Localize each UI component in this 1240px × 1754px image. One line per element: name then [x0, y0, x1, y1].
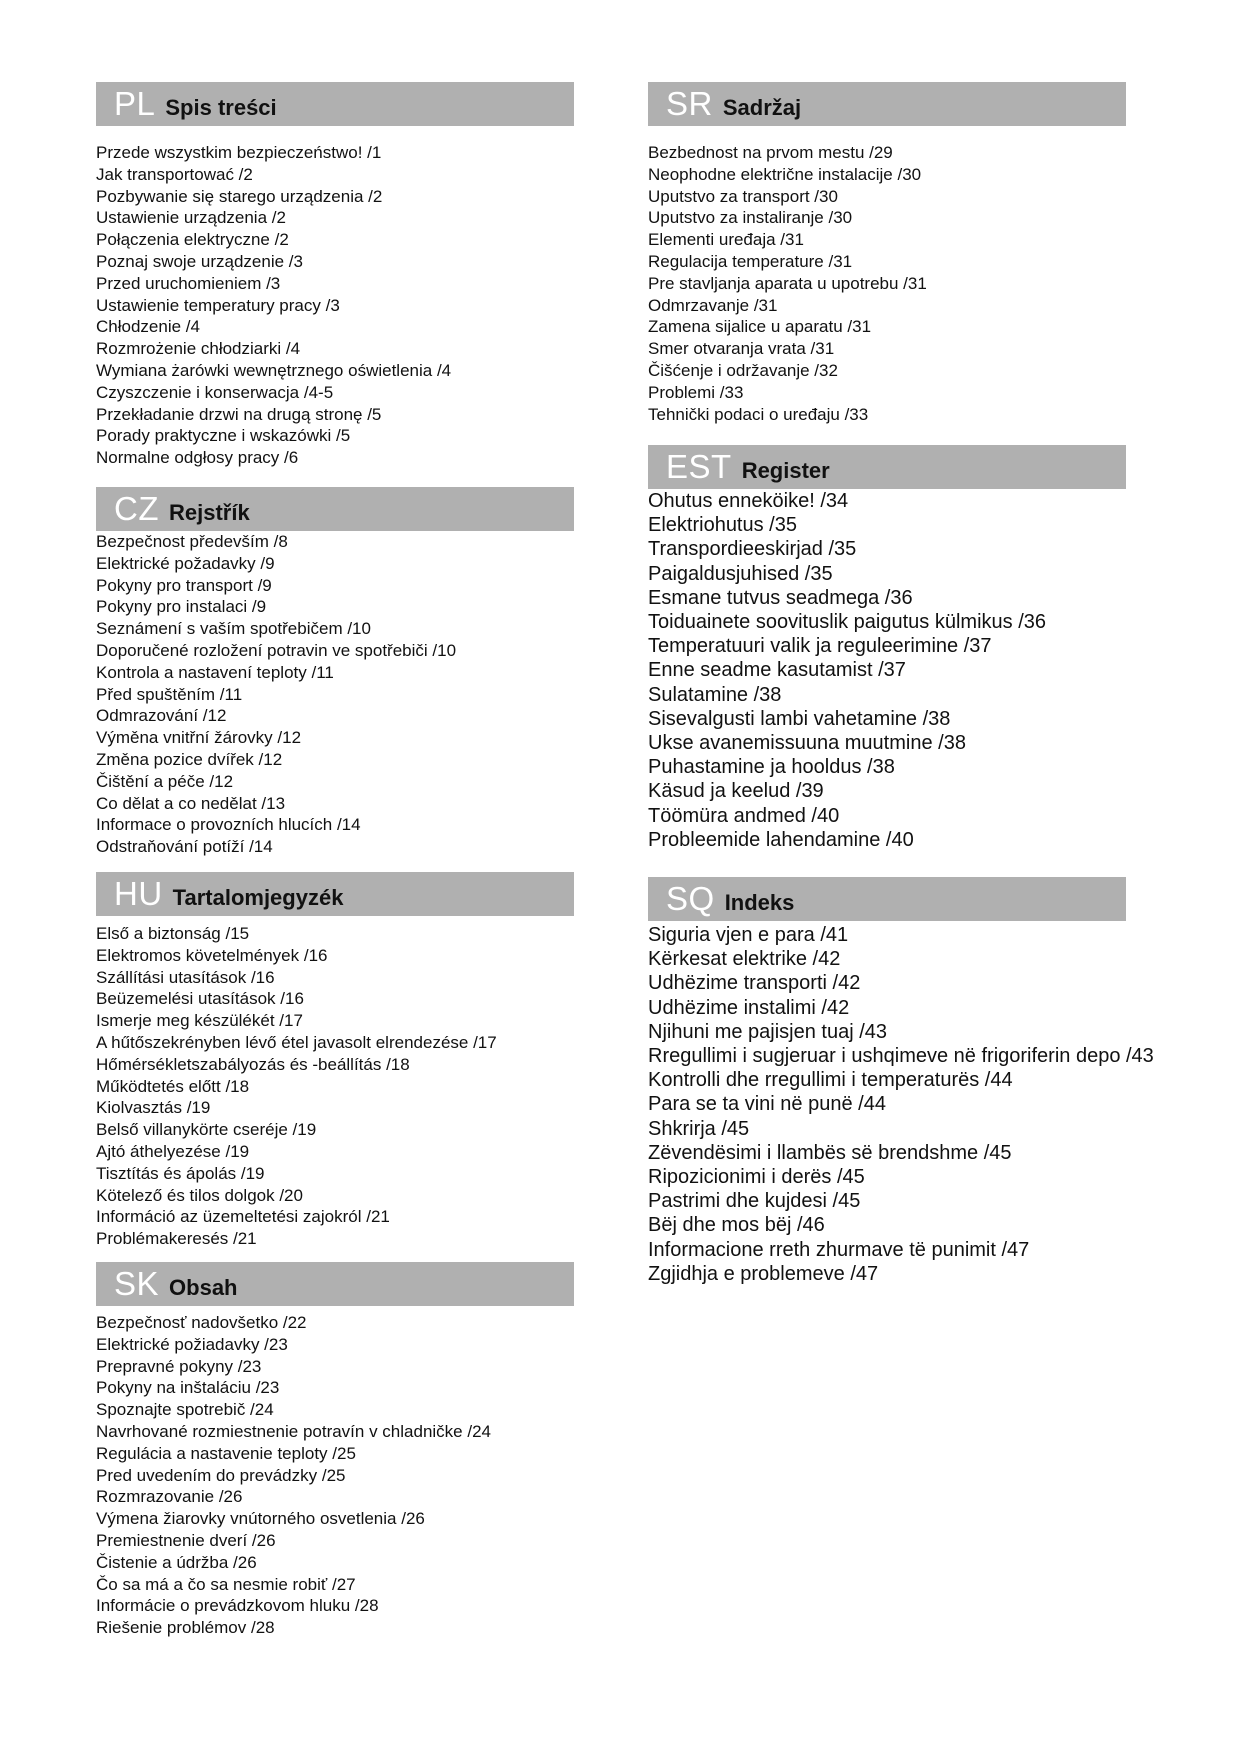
- toc-entry: Puhastamine ja hooldus /38: [648, 756, 895, 779]
- toc-entry: Odmrazování /12: [96, 706, 227, 726]
- language-code: PL: [114, 85, 156, 122]
- toc-entry: Informace o provozních hlucích /14: [96, 815, 361, 835]
- toc-entry: Čišćenje i održavanje /32: [648, 360, 838, 380]
- toc-entry: Kontrola a nastavení teploty /11: [96, 662, 334, 682]
- toc-entry: Regulácia a nastavenie teploty /25: [96, 1443, 356, 1463]
- toc-entry: Udhëzime transporti /42: [648, 972, 861, 995]
- toc-entry: Przed uruchomieniem /3: [96, 273, 281, 293]
- toc-entry: Jak transportować /2: [96, 164, 253, 184]
- toc-entry: Ohutus enneköike! /34: [648, 490, 849, 512]
- toc-entry: Para se ta vini në punë /44: [648, 1093, 886, 1116]
- section-title: Tartalomjegyzék: [172, 885, 344, 910]
- toc-list-sk: [96, 1312, 576, 1639]
- toc-entry: Működtetés előtt /18: [96, 1076, 250, 1096]
- toc-entry: Kiolvasztás /19: [96, 1098, 211, 1118]
- toc-entry: Wymiana żarówki wewnętrznego oświetlenia /4: [96, 360, 452, 380]
- toc-entry: Rregullimi i sugjeruar i ushqimeve në frigoriferin depo /43: [648, 1045, 1154, 1068]
- section-header-est: [648, 445, 1126, 489]
- toc-entry: Szállítási utasítások /16: [96, 967, 275, 987]
- toc-entry: Toiduainete soovituslik paigutus külmikus /36: [648, 611, 1046, 634]
- toc-list-pl: [96, 142, 576, 469]
- section-sq: [648, 877, 1208, 1286]
- toc-entry: Első a biztonság /15: [96, 924, 250, 943]
- section-title: Rejstřík: [169, 500, 250, 525]
- toc-entry: Čo sa má a čo sa nesmie robiť /27: [96, 1574, 356, 1594]
- toc-entry: Čištění a péče /12: [96, 771, 234, 791]
- toc-entry: Problémakeresés /21: [96, 1229, 257, 1249]
- toc-entry: Pozbywanie się starego urządzenia /2: [96, 186, 383, 206]
- toc-entry: Bezpečnosť nadovšetko /22: [96, 1313, 307, 1332]
- toc-entry: Pred uvedením do prevádzky /25: [96, 1465, 346, 1485]
- section-sr: [648, 82, 1208, 425]
- toc-entry: Ustawienie temperatury pracy /3: [96, 295, 340, 315]
- toc-entry: Pre stavljanja aparata u upotrebu /31: [648, 273, 927, 293]
- toc-entry: Odmrzavanje /31: [648, 295, 778, 315]
- section-title: Spis treści: [165, 95, 277, 120]
- toc-entry: Belső villanykörte cseréje /19: [96, 1120, 317, 1140]
- toc-entry: Kërkesat elektrike /42: [648, 948, 841, 971]
- toc-entry: Sisevalgusti lambi vahetamine /38: [648, 707, 951, 730]
- section-header-cz: [96, 487, 574, 531]
- toc-entry: Elektrické požadavky /9: [96, 553, 275, 573]
- toc-entry: Przede wszystkim bezpieczeństwo! /1: [96, 143, 382, 162]
- toc-list-sq: [648, 923, 1208, 1286]
- toc-entry: Probleemide lahendamine /40: [648, 828, 914, 851]
- toc-entry: Porady praktyczne i wskazówki /5: [96, 426, 351, 446]
- toc-entry: Bezbednost na prvom mestu /29: [648, 143, 893, 162]
- toc-list-hu: [96, 923, 576, 1250]
- section-header-sk: [96, 1262, 574, 1306]
- toc-entry: Hőmérsékletszabályozás és -beállítás /18: [96, 1054, 410, 1074]
- toc-entry: Beüzemelési utasítások /16: [96, 989, 304, 1009]
- section-sk: [96, 1262, 576, 1639]
- toc-entry: Normalne odgłosy pracy /6: [96, 448, 299, 468]
- toc-entry: Seznámení s vaším spotřebičem /10: [96, 619, 371, 639]
- toc-entry: Udhëzime instalimi /42: [648, 996, 850, 1019]
- toc-entry: Transpordieeskirjad /35: [648, 538, 857, 561]
- section-title: Obsah: [169, 1275, 238, 1300]
- toc-list-cz: [96, 531, 576, 858]
- language-code: SK: [114, 1265, 160, 1302]
- section-header-pl: [96, 82, 574, 126]
- toc-entry: Co dělat a co nedělat /13: [96, 793, 286, 813]
- toc-entry: Shkrirja /45: [648, 1117, 750, 1140]
- toc-entry: Poznaj swoje urządzenie /3: [96, 251, 303, 271]
- toc-entry: Enne seadme kasutamist /37: [648, 659, 906, 682]
- language-code: HU: [114, 875, 163, 912]
- toc-entry: Pokyny na inštaláciu /23: [96, 1378, 280, 1398]
- toc-entry: Uputstvo za transport /30: [648, 186, 838, 206]
- toc-entry: Käsud ja keelud /39: [648, 780, 824, 803]
- section-cz: [96, 487, 576, 858]
- toc-entry: Uputstvo za instaliranje /30: [648, 208, 853, 228]
- toc-entry: Zamena sijalice u aparatu /31: [648, 317, 872, 337]
- toc-entry: Spoznajte spotrebič /24: [96, 1400, 274, 1420]
- toc-entry: Sulatamine /38: [648, 683, 782, 706]
- section-hu: [96, 872, 576, 1250]
- language-code: SQ: [666, 880, 715, 917]
- toc-entry: Změna pozice dvířek /12: [96, 749, 283, 769]
- toc-entry: Paigaldusjuhised /35: [648, 562, 833, 585]
- toc-entry: Elementi uređaja /31: [648, 230, 804, 250]
- toc-entry: Navrhované rozmiestnenie potravín v chladničke /24: [96, 1421, 491, 1441]
- toc-entry: Rozmrożenie chłodziarki /4: [96, 339, 301, 359]
- toc-entry: Ustawienie urządzenia /2: [96, 208, 286, 228]
- toc-entry: Elektriohutus /35: [648, 514, 797, 537]
- toc-list-sr: [648, 142, 1208, 425]
- toc-entry: A hűtőszekrényben lévő étel javasolt elrendezése /17: [96, 1032, 497, 1052]
- toc-entry: Tisztítás és ápolás /19: [96, 1163, 265, 1183]
- toc-entry: Informácie o prevádzkovom hluku /28: [96, 1596, 379, 1616]
- section-title: Register: [741, 458, 830, 483]
- toc-entry: Regulacija temperature /31: [648, 251, 853, 271]
- toc-entry: Przekładanie drzwi na drugą stronę /5: [96, 404, 382, 424]
- toc-entry: Neophodne električne instalacije /30: [648, 164, 922, 184]
- toc-entry: Elektrické požiadavky /23: [96, 1334, 288, 1354]
- toc-entry: Výmena žiarovky vnútorného osvetlenia /26: [96, 1509, 425, 1529]
- toc-entry: Kötelező és tilos dolgok /20: [96, 1185, 303, 1205]
- toc-entry: Chłodzenie /4: [96, 317, 200, 337]
- toc-entry: Doporučené rozložení potravin ve spotřebiči /10: [96, 640, 457, 660]
- section-header-sr: [648, 82, 1126, 126]
- toc-entry: Esmane tutvus seadmega /36: [648, 586, 913, 609]
- toc-entry: Čistenie a údržba /26: [96, 1552, 257, 1572]
- toc-entry: Ripozicionimi i derës /45: [648, 1166, 865, 1189]
- toc-entry: Információ az üzemeltetési zajokról /21: [96, 1207, 390, 1227]
- toc-entry: Prepravné pokyny /23: [96, 1356, 262, 1376]
- toc-entry: Rozmrazovanie /26: [96, 1487, 243, 1507]
- toc-entry: Pastrimi dhe kujdesi /45: [648, 1190, 861, 1213]
- section-est: [648, 445, 1208, 852]
- section-title: Indeks: [724, 890, 795, 915]
- toc-entry: Před spuštěním /11: [96, 684, 243, 704]
- toc-entry: Bezpečnost především /8: [96, 532, 288, 551]
- toc-entry: Czyszczenie i konserwacja /4-5: [96, 382, 334, 402]
- section-header-sq: [648, 877, 1126, 921]
- toc-entry: Kontrolli dhe rregullimi i temperaturës /44: [648, 1069, 1013, 1092]
- toc-entry: Riešenie problémov /28: [96, 1618, 275, 1638]
- toc-entry: Informacione rreth zhurmave të punimit /47: [648, 1238, 1030, 1261]
- toc-entry: Pokyny pro transport /9: [96, 575, 272, 595]
- toc-entry: Výměna vnitřní žárovky /12: [96, 728, 302, 748]
- language-code: SR: [666, 85, 713, 122]
- toc-entry: Töömüra andmed /40: [648, 804, 840, 827]
- language-code: CZ: [114, 490, 159, 527]
- toc-entry: Smer otvaranja vrata /31: [648, 339, 835, 359]
- toc-entry: Zëvendësimi i llambës së brendshme /45: [648, 1141, 1012, 1164]
- toc-entry: Ajtó áthelyezése /19: [96, 1141, 250, 1161]
- toc-entry: Bëj dhe mos bëj /46: [648, 1214, 825, 1237]
- toc-entry: Ukse avanemissuuna muutmine /38: [648, 732, 966, 755]
- section-title: Sadržaj: [722, 95, 802, 120]
- toc-entry: Tehnički podaci o uređaju /33: [648, 404, 869, 424]
- toc-entry: Odstraňování potíží /14: [96, 837, 273, 857]
- toc-entry: Siguria vjen e para /41: [648, 924, 849, 946]
- toc-entry: Zgjidhja e problemeve /47: [648, 1262, 879, 1285]
- toc-entry: Temperatuuri valik ja reguleerimine /37: [648, 635, 992, 658]
- toc-entry: Premiestnenie dverí /26: [96, 1530, 276, 1550]
- toc-entry: Ismerje meg készülékét /17: [96, 1011, 303, 1031]
- toc-entry: Problemi /33: [648, 382, 744, 402]
- toc-list-est: [648, 489, 1208, 852]
- language-code: EST: [666, 448, 732, 485]
- toc-entry: Njihuni me pajisjen tuaj /43: [648, 1020, 888, 1043]
- toc-entry: Elektromos követelmények /16: [96, 945, 328, 965]
- toc-entry: Pokyny pro instalaci /9: [96, 597, 267, 617]
- toc-entry: Połączenia elektryczne /2: [96, 230, 289, 250]
- section-header-hu: [96, 872, 574, 916]
- section-pl: [96, 82, 576, 469]
